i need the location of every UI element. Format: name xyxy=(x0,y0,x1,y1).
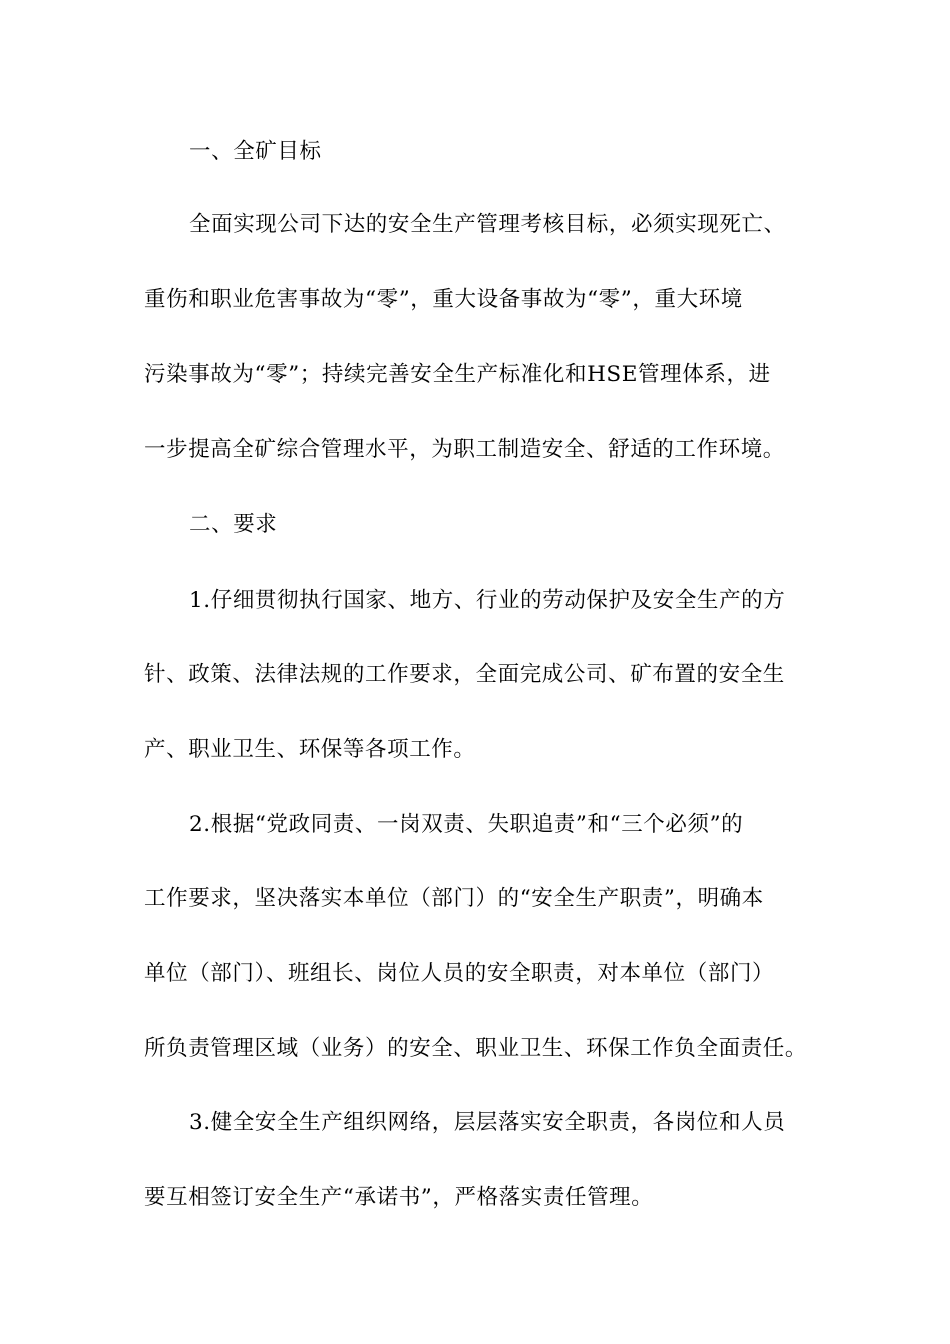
paragraph-line: 针、政策、法律法规的工作要求，全面完成公司、矿布置的安全生 xyxy=(144,662,785,687)
paragraph-line: 1.仔细贯彻执行国家、地方、行业的劳动保护及安全生产的方 xyxy=(189,588,786,613)
paragraph-line: 所负责管理区域（业务）的安全、职业卫生、环保工作负全面责任。 xyxy=(144,1036,808,1061)
section-heading-target: 一、全矿目标 xyxy=(189,139,322,164)
paragraph-line: 污染事故为“零”；持续完善安全生产标准化和HSE管理体系，进 xyxy=(144,362,771,387)
paragraph-line: 重伤和职业危害事故为“零”，重大设备事故为“零”，重大环境 xyxy=(144,287,743,312)
paragraph-line: 全面实现公司下达的安全生产管理考核目标，必须实现死亡、 xyxy=(189,212,786,237)
paragraph-line: 一步提高全矿综合管理水平，为职工制造安全、舒适的工作环境。 xyxy=(144,437,785,462)
paragraph-line: 工作要求，坚决落实本单位（部门）的“安全生产职责”，明确本 xyxy=(144,886,764,911)
section-heading-requirements: 二、要求 xyxy=(189,512,278,537)
paragraph-line: 单位（部门）、班组长、岗位人员的安全职责，对本单位（部门） xyxy=(144,961,775,986)
paragraph-line: 要互相签订安全生产“承诺书”，严格落实责任管理。 xyxy=(144,1185,654,1210)
paragraph-line: 产、职业卫生、环保等各项工作。 xyxy=(144,737,476,762)
paragraph-line: 2.根据“党政同责、一岗双责、失职追责”和“三个必须”的 xyxy=(189,812,744,837)
paragraph-line: 3.健全安全生产组织网络，层层落实安全职责，各岗位和人员 xyxy=(189,1110,786,1135)
